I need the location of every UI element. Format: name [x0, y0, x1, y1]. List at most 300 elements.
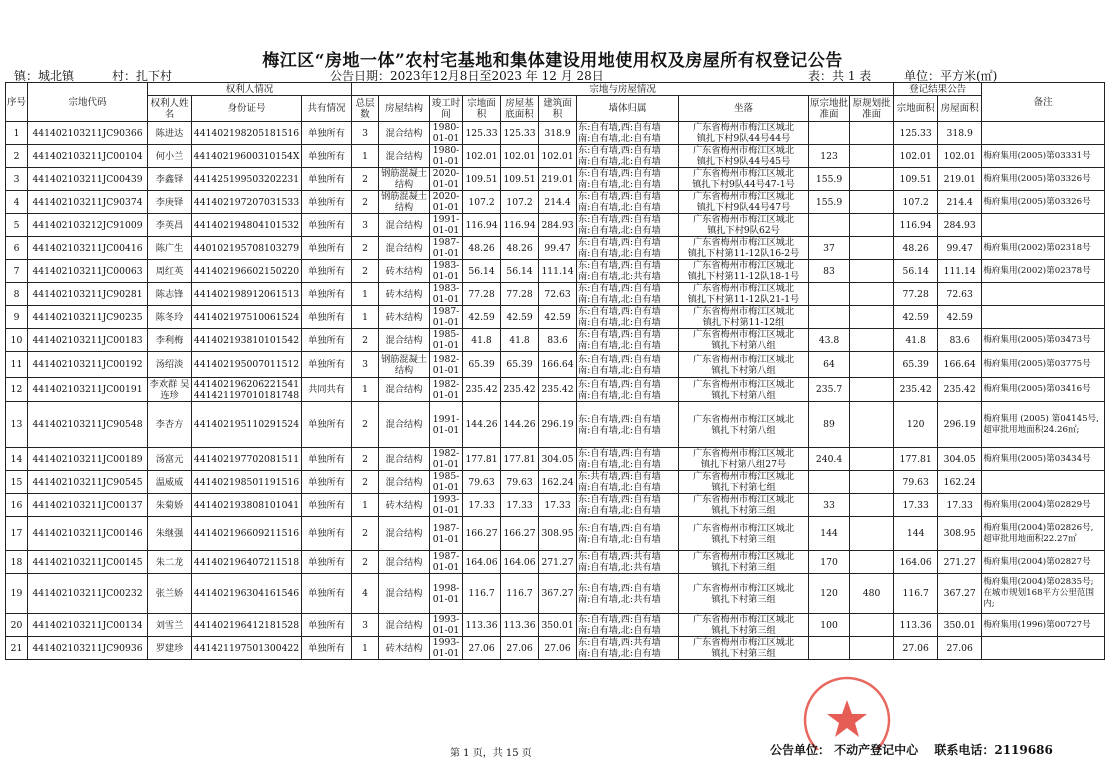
location-line: 镇扎下村第11-12组: [702, 317, 785, 328]
table-row: [6, 637, 1105, 660]
location-line: 广东省梅州市梅江区城北: [693, 168, 795, 179]
cell-note: 梅府集用(2002)第02318号: [982, 237, 1105, 260]
cell-orig-plan: [850, 145, 894, 168]
wall-line: 东:自有墙,西:自有墙: [578, 448, 661, 459]
cell-structure: 钢筋混凝土结构: [379, 191, 430, 214]
cell-walls: [577, 448, 679, 471]
cell-note: 梅府集用(2005)第03331号: [982, 145, 1105, 168]
cell-base-area: 65.39: [501, 352, 539, 378]
cell-year: 1982-01-01: [430, 378, 463, 402]
location-line: 镇扎下村第11-12队18-1号: [687, 271, 800, 282]
cell-share: 单独所有: [302, 614, 352, 637]
cell-land-area: 79.63: [463, 471, 501, 494]
cell-seq: 21: [6, 637, 28, 660]
cell-seq: 5: [6, 214, 28, 237]
cell-year: 1993-01-01: [430, 494, 463, 517]
cell-orig-plan: [850, 517, 894, 551]
cell-id: 441421197501300422: [192, 637, 302, 660]
cell-land-area: 102.01: [463, 145, 501, 168]
table-row: [6, 402, 1105, 448]
cell-orig-land: 37: [809, 237, 850, 260]
cell-floors: 2: [352, 551, 379, 574]
location-line: 广东省梅州市梅江区城北: [693, 122, 795, 133]
header-build-area: 建筑面积: [539, 96, 577, 122]
cell-build-area: 17.33: [539, 494, 577, 517]
cell-structure: 混合结构: [379, 551, 430, 574]
header-base-area: 房屋基底面积: [501, 96, 539, 122]
cell-seq: 15: [6, 471, 28, 494]
cell-code: 441402103212JC91009: [28, 214, 148, 237]
cell-holder: 汤绍淡: [148, 352, 192, 378]
cell-base-area: 77.28: [501, 283, 539, 306]
cell-note: 梅府集用(2005)第03326号: [982, 191, 1105, 214]
wall-line: 南:自有墙,北:自有墙: [578, 225, 661, 236]
cell-location: [679, 471, 809, 494]
cell-walls: [577, 551, 679, 574]
cell-structure: 混合结构: [379, 517, 430, 551]
cell-orig-land: [809, 214, 850, 237]
wall-line: 南:自有墙,北:自有墙: [578, 294, 661, 305]
cell-seq: 10: [6, 329, 28, 352]
cell-walls: [577, 145, 679, 168]
header-id: 身份证号: [192, 96, 302, 122]
header-result-group: 登记结果公告: [894, 83, 982, 96]
cell-structure: 砖木结构: [379, 637, 430, 660]
wall-line: 南:自有墙,北:自有墙: [578, 482, 661, 493]
cell-floors: 1: [352, 378, 379, 402]
cell-code: 441402103211JC00189: [28, 448, 148, 471]
cell-holder: 李英昌: [148, 214, 192, 237]
cell-id: 441402193810101542: [192, 329, 302, 352]
location-line: 镇扎下村第八组: [711, 340, 776, 351]
cell-res-house: 17.33: [938, 494, 982, 517]
cell-land-area: 107.2: [463, 191, 501, 214]
cell-year: 1980-01-01: [430, 122, 463, 145]
cell-id: 441402196609211516: [192, 517, 302, 551]
cell-res-land: 107.2: [894, 191, 938, 214]
cell-res-house: 72.63: [938, 283, 982, 306]
table-row: [6, 329, 1105, 352]
cell-orig-land: 100: [809, 614, 850, 637]
cell-seq: 17: [6, 517, 28, 551]
cell-code: 441402103211JC00183: [28, 329, 148, 352]
wall-line: 南:自有墙,北:自有墙: [578, 248, 661, 259]
header-land-area: 宗地面积: [463, 96, 501, 122]
cell-location: [679, 352, 809, 378]
cell-structure: 砖木结构: [379, 283, 430, 306]
location-line: 镇扎下村第八组27号: [700, 459, 787, 470]
cell-walls: [577, 283, 679, 306]
cell-note: [982, 471, 1105, 494]
cell-code: 441402103211JC90545: [28, 471, 148, 494]
cell-note: 梅府集用(2005)第03434号: [982, 448, 1105, 471]
cell-orig-land: 89: [809, 402, 850, 448]
cell-location: [679, 378, 809, 402]
location-line: 广东省梅州市梅江区城北: [693, 494, 795, 505]
cell-location: [679, 260, 809, 283]
cell-id: 441402196407211518: [192, 551, 302, 574]
cell-floors: 3: [352, 214, 379, 237]
table-row: [6, 551, 1105, 574]
cell-orig-land: 155.9: [809, 191, 850, 214]
cell-location: [679, 306, 809, 329]
cell-floors: 3: [352, 352, 379, 378]
cell-floors: 2: [352, 237, 379, 260]
cell-orig-plan: [850, 378, 894, 402]
cell-base-area: 79.63: [501, 471, 539, 494]
cell-floors: 2: [352, 329, 379, 352]
cell-build-area: 235.42: [539, 378, 577, 402]
cell-walls: [577, 237, 679, 260]
cell-share: 单独所有: [302, 352, 352, 378]
cell-location: [679, 402, 809, 448]
cell-seq: 1: [6, 122, 28, 145]
cell-structure: 混合结构: [379, 614, 430, 637]
cell-res-house: 111.14: [938, 260, 982, 283]
cell-structure: 混合结构: [379, 145, 430, 168]
cell-res-house: 271.27: [938, 551, 982, 574]
cell-floors: 2: [352, 168, 379, 191]
cell-location: [679, 329, 809, 352]
cell-base-area: 56.14: [501, 260, 539, 283]
cell-land-area: 56.14: [463, 260, 501, 283]
cell-holder: 张兰娇: [148, 574, 192, 614]
table-row: [6, 352, 1105, 378]
header-res-house: 房屋面积: [938, 96, 982, 122]
wall-line: 东:自有墙,西:自有墙: [578, 522, 661, 534]
cell-holder: 刘雪兰: [148, 614, 192, 637]
page-number: 第 1 页，共 15 页: [450, 748, 532, 759]
cell-land-area: 65.39: [463, 352, 501, 378]
cell-base-area: 116.94: [501, 214, 539, 237]
cell-orig-plan: [850, 551, 894, 574]
cell-res-land: 27.06: [894, 637, 938, 660]
cell-orig-land: 43.8: [809, 329, 850, 352]
cell-build-area: 72.63: [539, 283, 577, 306]
cell-note: 梅府集用(2005)第03416号: [982, 378, 1105, 402]
header-structure: 房屋结构: [379, 96, 430, 122]
cell-holder: 李庚铎: [148, 191, 192, 214]
cell-code: 441402103211JC90936: [28, 637, 148, 660]
cell-year: 1982-01-01: [430, 352, 463, 378]
cell-note: [982, 122, 1105, 145]
cell-year: 1985-01-01: [430, 471, 463, 494]
cell-note: 梅府集用(2004)第02827号: [982, 551, 1105, 574]
cell-floors: 2: [352, 471, 379, 494]
cell-share: 单独所有: [302, 168, 352, 191]
cell-floors: 2: [352, 191, 379, 214]
cell-orig-plan: [850, 637, 894, 660]
header-year: 竣工时间: [430, 96, 463, 122]
cell-orig-land: 144: [809, 517, 850, 551]
cell-build-area: 102.01: [539, 145, 577, 168]
cell-note: [982, 214, 1105, 237]
cell-holder: 朱菊娇: [148, 494, 192, 517]
location-line: 广东省梅州市梅江区城北: [693, 614, 795, 625]
cell-land-area: 27.06: [463, 637, 501, 660]
wall-line: 南:自有墙,北:自有墙: [578, 533, 661, 545]
location-line: 广东省梅州市梅江区城北: [693, 306, 795, 317]
cell-floors: 2: [352, 260, 379, 283]
cell-res-land: 113.36: [894, 614, 938, 637]
cell-year: 1982-01-01: [430, 448, 463, 471]
cell-code: 441402103211JC90281: [28, 283, 148, 306]
cell-base-area: 177.81: [501, 448, 539, 471]
cell-id: 441402194804101532: [192, 214, 302, 237]
issuing-unit: 公告单位： 不动产登记中心 联系电话：2119686: [770, 743, 1053, 757]
cell-share: 单独所有: [302, 260, 352, 283]
wall-line: 东:自有墙,西:自有墙: [578, 353, 661, 365]
cell-land-area: 48.26: [463, 237, 501, 260]
cell-base-area: 107.2: [501, 191, 539, 214]
table-row: [6, 214, 1105, 237]
cell-holder: 罗建珍: [148, 637, 192, 660]
cell-id: 441402198205181516: [192, 122, 302, 145]
cell-build-area: 308.95: [539, 517, 577, 551]
cell-holder: 朱继强: [148, 517, 192, 551]
cell-res-land: 41.8: [894, 329, 938, 352]
cell-walls: [577, 614, 679, 637]
cell-location: [679, 614, 809, 637]
cell-note: 梅府集用(2004)第02826号, 超审批用地面积22.27㎡: [982, 517, 1105, 551]
cell-note: [982, 637, 1105, 660]
cell-year: 1998-01-01: [430, 574, 463, 614]
cell-build-area: 304.05: [539, 448, 577, 471]
cell-year: 2020-01-01: [430, 168, 463, 191]
cell-holder: 李鑫铎: [148, 168, 192, 191]
cell-res-house: 318.9: [938, 122, 982, 145]
cell-seq: 12: [6, 378, 28, 402]
cell-holder: 何小兰: [148, 145, 192, 168]
cell-location: [679, 168, 809, 191]
cell-structure: 钢筋混凝土结构: [379, 352, 430, 378]
cell-seq: 16: [6, 494, 28, 517]
cell-orig-land: 120: [809, 574, 850, 614]
wall-line: 东:自有墙,西:自有墙: [578, 614, 661, 625]
location-line: 镇扎下村9队44号45号: [696, 156, 791, 167]
cell-res-land: 120: [894, 402, 938, 448]
cell-code: 441402103211JC00145: [28, 551, 148, 574]
cell-code: 441402103211JC00439: [28, 168, 148, 191]
cell-location: [679, 448, 809, 471]
wall-line: 东:自有墙,西:自有墙: [578, 214, 661, 225]
header-orig-plan: 原规划批准面: [850, 96, 894, 122]
table-row: [6, 448, 1105, 471]
cell-note: 梅府集用(1996)第00727号: [982, 614, 1105, 637]
header-holder: 权利人姓名: [148, 96, 192, 122]
cell-code: 441402103211JC90548: [28, 402, 148, 448]
cell-orig-plan: [850, 260, 894, 283]
cell-land-area: 41.8: [463, 329, 501, 352]
location-line: 镇扎下村第三组: [711, 505, 776, 516]
cell-structure: 混合结构: [379, 448, 430, 471]
wall-line: 南:自有墙,北:自有墙: [578, 156, 661, 167]
cell-note: 梅府集用(2005)第03775号: [982, 352, 1105, 378]
cell-share: 单独所有: [302, 283, 352, 306]
cell-location: [679, 191, 809, 214]
cell-walls: [577, 637, 679, 660]
location-line: 镇扎下村第三组: [711, 533, 776, 545]
header-share: 共有情况: [302, 96, 352, 122]
location-line: 广东省梅州市梅江区城北: [693, 522, 795, 534]
page-title: 梅江区“房地一体”农村宅基地和集体建设用地使用权及房屋所有权登记公告: [262, 51, 843, 71]
cell-base-area: 42.59: [501, 306, 539, 329]
cell-note: 梅府集用(2004)第02829号: [982, 494, 1105, 517]
cell-base-area: 48.26: [501, 237, 539, 260]
cell-land-area: 166.27: [463, 517, 501, 551]
cell-floors: 1: [352, 494, 379, 517]
cell-res-land: 109.51: [894, 168, 938, 191]
cell-id: 441402198912061513: [192, 283, 302, 306]
location-line: 镇扎下村第八组: [711, 364, 776, 376]
table-row: [6, 145, 1105, 168]
cell-share: 单独所有: [302, 402, 352, 448]
wall-line: 东:自有墙,西:自有墙: [578, 283, 661, 294]
location-line: 镇扎下村第11-12队16-2号: [687, 248, 800, 259]
cell-id: 441402193808101041: [192, 494, 302, 517]
cell-land-area: 116.7: [463, 574, 501, 614]
cell-floors: 3: [352, 614, 379, 637]
cell-orig-plan: [850, 283, 894, 306]
cell-base-area: 144.26: [501, 402, 539, 448]
cell-build-area: 99.47: [539, 237, 577, 260]
cell-base-area: 41.8: [501, 329, 539, 352]
cell-year: 1987-01-01: [430, 517, 463, 551]
cell-walls: [577, 352, 679, 378]
cell-location: [679, 283, 809, 306]
cell-year: 1991-01-01: [430, 402, 463, 448]
location-line: 广东省梅州市梅江区城北: [693, 353, 795, 365]
cell-holder: 李利梅: [148, 329, 192, 352]
cell-structure: 钢筋混凝土结构: [379, 168, 430, 191]
cell-orig-land: 155.9: [809, 168, 850, 191]
cell-orig-land: 235.7: [809, 378, 850, 402]
cell-code: 441402103211JC00063: [28, 260, 148, 283]
cell-res-house: 99.47: [938, 237, 982, 260]
wall-line: 东:自有墙,西:自有墙: [578, 122, 661, 133]
cell-base-area: 27.06: [501, 637, 539, 660]
wall-line: 南:自有墙,北:自有墙: [578, 389, 661, 401]
header-floors: 总层数: [352, 96, 379, 122]
cell-res-land: 177.81: [894, 448, 938, 471]
cell-note: [982, 306, 1105, 329]
cell-structure: 混合结构: [379, 574, 430, 614]
cell-res-land: 65.39: [894, 352, 938, 378]
cell-holder: 温威威: [148, 471, 192, 494]
cell-base-area: 109.51: [501, 168, 539, 191]
location-line: 广东省梅州市梅江区城北: [693, 637, 795, 648]
cell-base-area: 235.42: [501, 378, 539, 402]
cell-share: 单独所有: [302, 574, 352, 614]
table-row: [6, 237, 1105, 260]
cell-structure: 混合结构: [379, 378, 430, 402]
location-line: 镇扎下村第八组: [711, 424, 776, 436]
location-line: 镇扎下村第三组: [711, 625, 776, 636]
cell-year: 1980-01-01: [430, 145, 463, 168]
cell-seq: 4: [6, 191, 28, 214]
cell-orig-plan: [850, 448, 894, 471]
location-line: 广东省梅州市梅江区城北: [693, 214, 795, 225]
header-note: 备注: [982, 83, 1105, 122]
cell-res-land: 125.33: [894, 122, 938, 145]
table-row: [6, 494, 1105, 517]
cell-share: 单独所有: [302, 471, 352, 494]
cell-res-house: 27.06: [938, 637, 982, 660]
location-line: 广东省梅州市梅江区城北: [693, 237, 795, 248]
cell-id: 441402195007011512: [192, 352, 302, 378]
cell-seq: 11: [6, 352, 28, 378]
wall-line: 东:自有墙,西:共有墙: [578, 551, 661, 562]
cell-orig-plan: [850, 329, 894, 352]
cell-location: [679, 551, 809, 574]
cell-res-land: 116.94: [894, 214, 938, 237]
location-line: 广东省梅州市梅江区城北: [693, 551, 795, 562]
cell-walls: [577, 574, 679, 614]
cell-build-area: 214.4: [539, 191, 577, 214]
cell-structure: 混合结构: [379, 237, 430, 260]
cell-walls: [577, 191, 679, 214]
cell-id: 441402196412181528: [192, 614, 302, 637]
cell-walls: [577, 306, 679, 329]
wall-line: 南:自有墙,北:自有墙: [578, 459, 661, 470]
cell-res-house: 166.64: [938, 352, 982, 378]
cell-orig-plan: [850, 214, 894, 237]
cell-seq: 20: [6, 614, 28, 637]
table-row: [6, 283, 1105, 306]
cell-share: 单独所有: [302, 517, 352, 551]
cell-structure: 砖木结构: [379, 306, 430, 329]
location-line: 镇扎下村9队44号47-1号: [692, 179, 795, 190]
header-location: 坐落: [679, 96, 809, 122]
table-row: [6, 191, 1105, 214]
location-line: 广东省梅州市梅江区城北: [693, 448, 795, 459]
location-line: 镇扎下村第三组: [711, 593, 776, 605]
cell-res-house: 296.19: [938, 402, 982, 448]
wall-line: 东:自有墙,西:自有墙: [578, 260, 661, 271]
cell-res-house: 367.27: [938, 574, 982, 614]
cell-year: 1987-01-01: [430, 306, 463, 329]
cell-seq: 14: [6, 448, 28, 471]
wall-line: 东:自有墙,西:自有墙: [578, 413, 661, 425]
cell-orig-plan: [850, 494, 894, 517]
location-line: 广东省梅州市梅江区城北: [693, 145, 795, 156]
cell-res-land: 164.06: [894, 551, 938, 574]
cell-res-house: 308.95: [938, 517, 982, 551]
cell-location: [679, 122, 809, 145]
cell-orig-land: 64: [809, 352, 850, 378]
location-line: 广东省梅州市梅江区城北: [693, 329, 795, 340]
wall-line: 南:自有墙,北:自有墙: [578, 424, 661, 436]
cell-walls: [577, 260, 679, 283]
header-seq: 序号: [6, 83, 28, 122]
wall-line: 东:共有墙,西:自有墙: [578, 471, 661, 482]
cell-code: 441402103211JC00232: [28, 574, 148, 614]
cell-id: 441402197702081511: [192, 448, 302, 471]
cell-id: 441402195110291524: [192, 402, 302, 448]
cell-floors: 2: [352, 402, 379, 448]
cell-build-area: 350.01: [539, 614, 577, 637]
cell-land-area: 144.26: [463, 402, 501, 448]
cell-id: 44140219600310154X: [192, 145, 302, 168]
cell-orig-land: [809, 283, 850, 306]
cell-walls: [577, 214, 679, 237]
cell-id: 441402196304161546: [192, 574, 302, 614]
cell-floors: 1: [352, 145, 379, 168]
location-line: 镇扎下村第三组: [711, 562, 776, 573]
cell-id: 441402197510061524: [192, 306, 302, 329]
cell-location: [679, 214, 809, 237]
cell-id: 441402196206221541 441421197010181748: [192, 378, 302, 402]
